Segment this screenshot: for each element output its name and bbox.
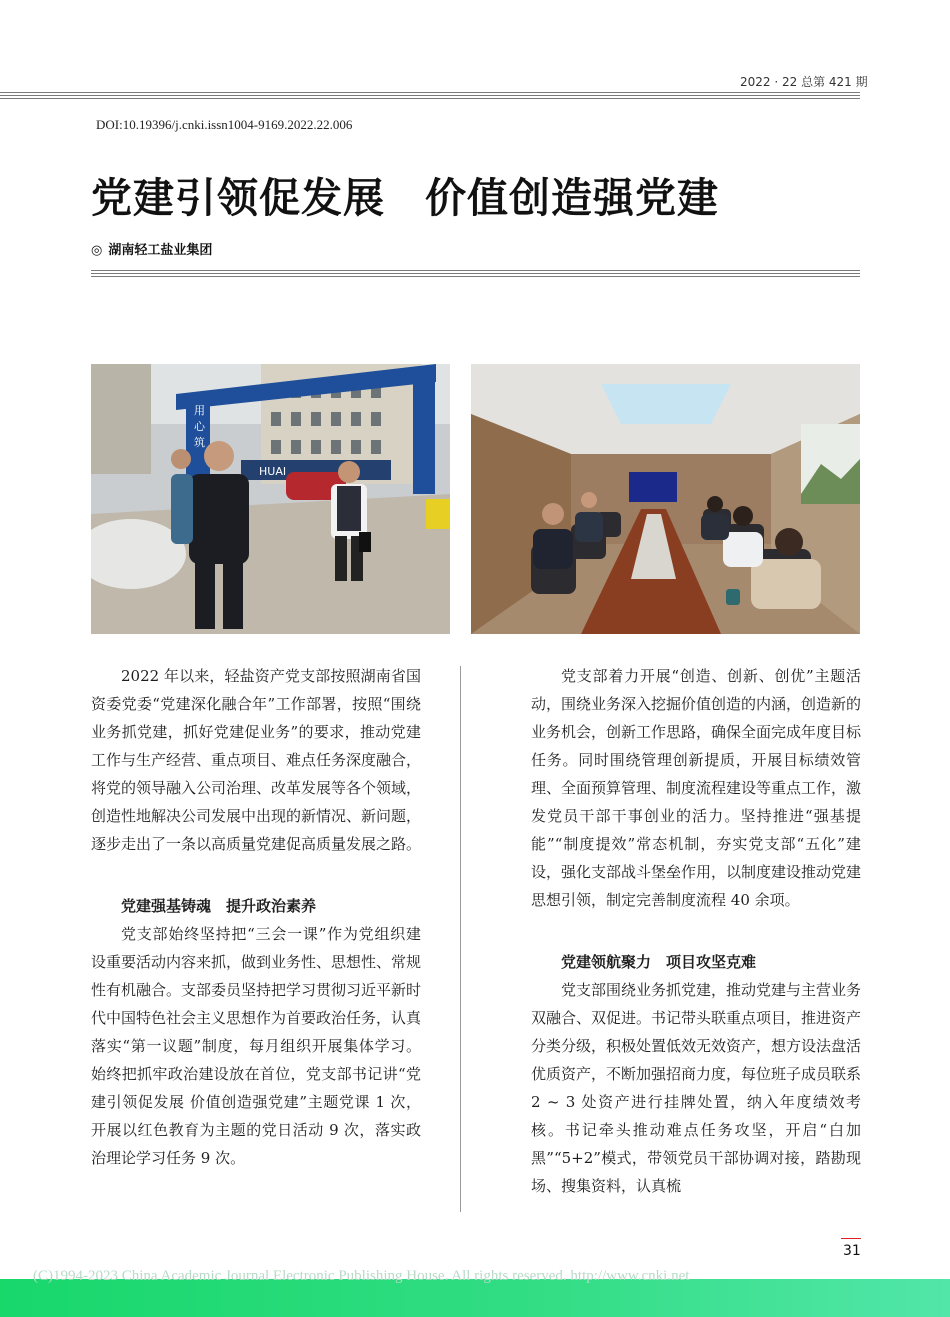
intro-paragraph: 2022 年以来，轻盐资产党支部按照湖南省国资委党委“党建深化融合年”工作部署，按照“围绕业务抓党建，抓好党建促业务”的要求，推动党建工作与生产经营、重点项目、难点任务深度融合，将党的领导融入公司治理、改革发展等各个领域，创造性地解决公司发展中出现的新情况、新问题，逐步走出了一条以高质量党建促高质量发展之路。 — [91, 667, 422, 853]
column-right — [531, 662, 861, 1200]
sign-text: HUAI — [259, 465, 287, 478]
sign-char-2: 心 — [194, 420, 205, 433]
author-name: 湖南轻工盐业集团 — [108, 243, 213, 258]
article-title — [91, 165, 719, 224]
section-heading-2: 党建领航聚力 项目攻坚克难 — [561, 953, 757, 971]
section-2-paragraph: 党支部围绕业务抓党建，推动党建与主营业务双融合、双促进。书记带头联重点项目，推进资产分类分级，积极处置低效无效资产，想方设法盘活优质资产，不断加强招商力度，每位班子成员联系 2 ~ 3 处资产进行挂牌处置，纳入年度绩效考核。书记牵头推动难点任务攻坚，开启“白加黑”“5+2”模式，带领党员干部协调对接，踏勘现场、搜集资料，认真梳 — [531, 981, 862, 1195]
section-1-paragraph: 党支部始终坚持把“三会一课”作为党组织建设重要活动内容来抓，做到业务性、思想性、常规性有机融合。支部委员坚持把学习贯彻习近平新时代中国特色社会主义思想作为首要政治任务，认真落实“第一议题”制度，每月组织开展集体学习。始终把抓牢政治建设放在首位，党支部书记讲“党建引领促发展 价值创造强党建”主题党课 1 次，开展以红色教育为主题的党日活动 9 次，落实政治理论学习任务 9 次。 — [91, 925, 422, 1167]
author-line — [91, 239, 212, 258]
section-heading-1: 党建强基铸魂 提升政治素养 — [121, 897, 317, 915]
page-number-rule — [841, 1238, 861, 1239]
column-left — [91, 662, 421, 1172]
photo-site-inspection — [91, 364, 450, 634]
column-divider — [460, 666, 461, 1212]
title-rule — [91, 270, 860, 279]
photo-meeting — [471, 364, 860, 634]
author-mark: ◎ — [91, 243, 103, 258]
copyright-notice: (C)1994-2023 China Academic Journal Electronic Publishing House. All rights reserved. http://www.cnki.net — [33, 1268, 690, 1284]
title-part-1: 党建引领促发展 — [91, 174, 385, 222]
page-number: 31 — [843, 1243, 861, 1259]
doi: DOI:10.19396/j.cnki.issn1004-9169.2022.22.006 — [96, 117, 353, 132]
sign-char-3: 筑 — [194, 436, 205, 449]
paragraph-creation-activities: 党支部着力开展“创造、创新、创优”主题活动，围绕业务深入挖掘价值创造的内涵，创造新的业务机会，创新工作思路，确保全面完成年度目标任务。同时围绕管理创新提质，开展目标绩效管理、全面预算管理、制度流程建设等重点工作，激发党员干部干事创业的活力。坚持推进“强基提能”“制度提效”常态机制，夯实党支部“五化”建设，强化支部战斗堡垒作用，以制度建设推动党建思想引领，制定完善制度流程 40 余项。 — [531, 667, 862, 909]
header-rule — [0, 92, 860, 101]
issue-number: 2022 · 22 总第 421 期 — [740, 75, 868, 89]
sign-char-1: 用 — [194, 404, 205, 417]
title-part-2: 价值创造强党建 — [425, 174, 719, 222]
